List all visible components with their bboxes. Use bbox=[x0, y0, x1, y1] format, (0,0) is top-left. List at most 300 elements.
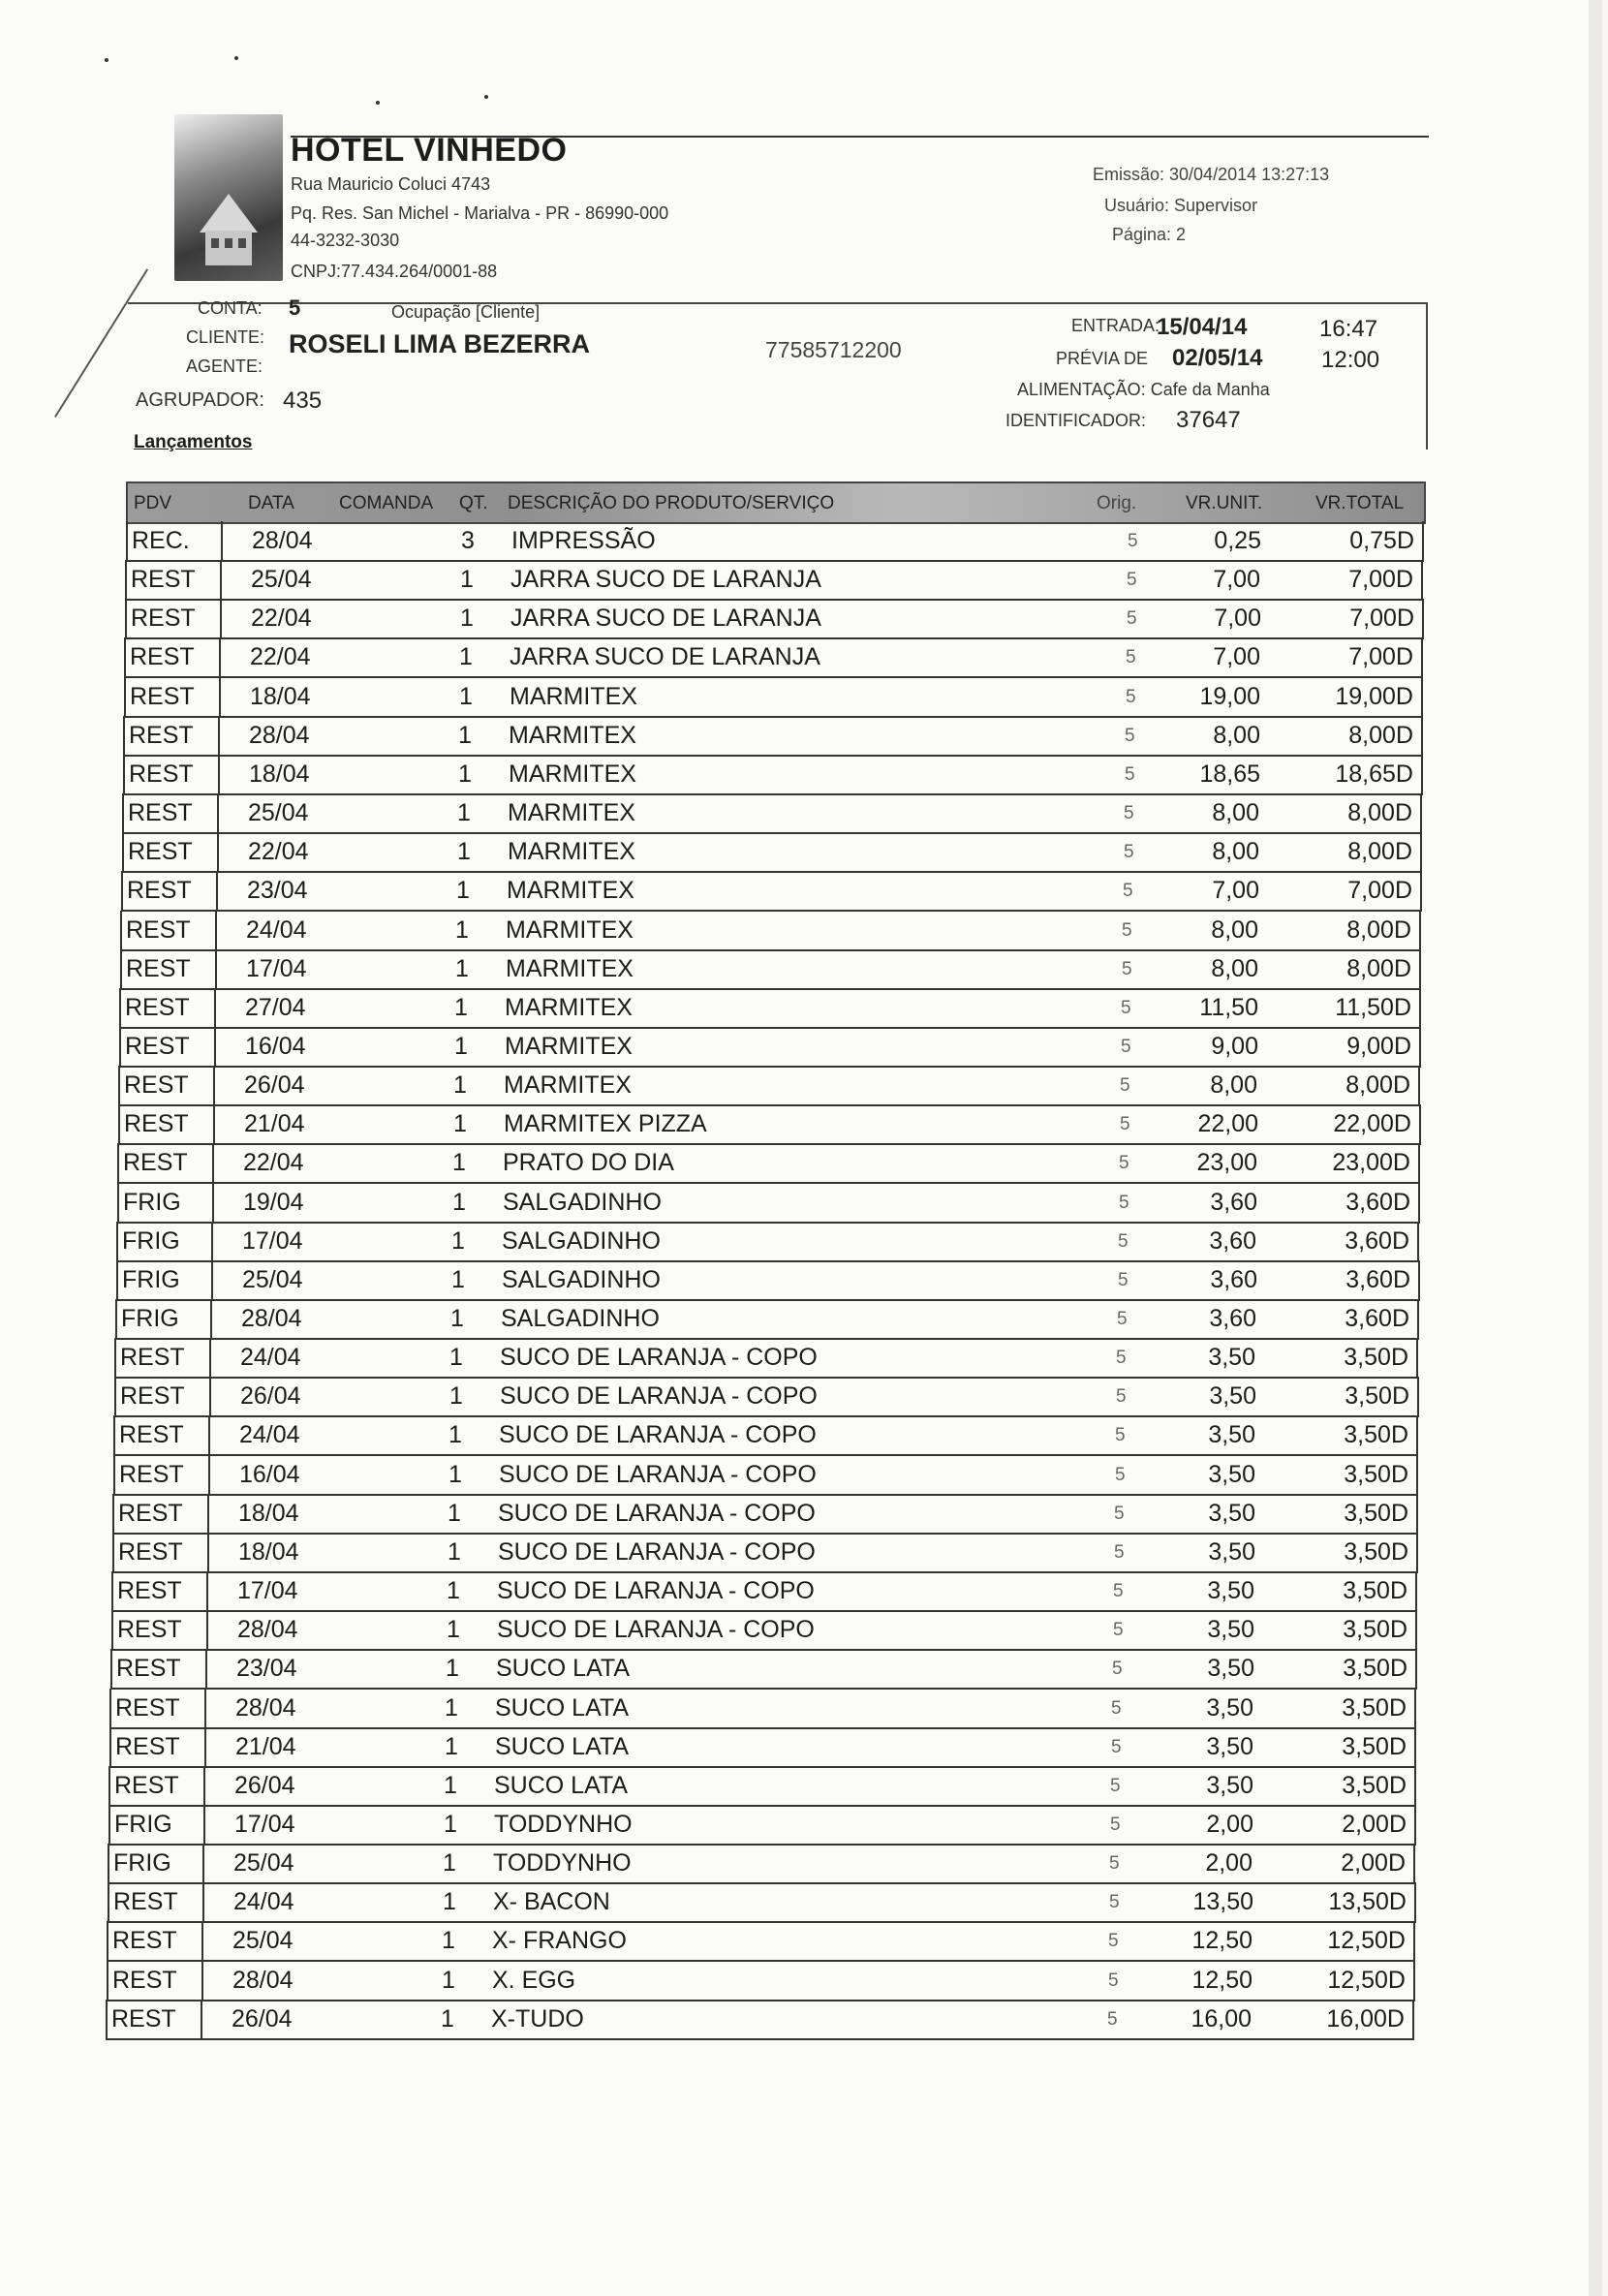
date-cell: 18/04 bbox=[249, 760, 310, 788]
date-cell: 17/04 bbox=[237, 1577, 298, 1604]
table-row bbox=[119, 1027, 1421, 1068]
row-right-border bbox=[1421, 560, 1423, 599]
row-right-border bbox=[1412, 2000, 1414, 2038]
table-row bbox=[125, 599, 1424, 639]
origin-cell: 5 bbox=[1114, 1542, 1125, 1563]
description-cell: MARMITEX PIZZA bbox=[504, 1110, 707, 1137]
pdv-cell: REST bbox=[128, 838, 193, 865]
table-row bbox=[119, 988, 1421, 1029]
unit-price-cell: 3,50 bbox=[1206, 1694, 1253, 1722]
date-cell: 23/04 bbox=[247, 877, 308, 904]
table-row bbox=[124, 637, 1423, 678]
address-line-1: Rua Mauricio Coluci 4743 bbox=[291, 174, 491, 194]
col-header-vr-total: VR.TOTAL bbox=[1315, 493, 1405, 513]
unit-price-cell: 3,50 bbox=[1208, 1421, 1255, 1448]
date-cell: 24/04 bbox=[246, 916, 307, 944]
origin-cell: 5 bbox=[1122, 920, 1132, 941]
description-cell: SUCO DE LARANJA - COPO bbox=[497, 1577, 815, 1604]
quantity-cell: 1 bbox=[460, 605, 474, 632]
entrada-label: ENTRADA: bbox=[1071, 316, 1160, 335]
pdv-cell: REST bbox=[125, 1033, 190, 1060]
pdv-cell: REST bbox=[114, 1772, 179, 1799]
origin-cell: 5 bbox=[1110, 1776, 1121, 1796]
pdv-cell: REST bbox=[115, 1733, 180, 1760]
total-price-cell: 22,00D bbox=[1333, 1110, 1411, 1137]
entrada-time: 16:47 bbox=[1319, 316, 1378, 342]
total-price-cell: 23,00D bbox=[1332, 1149, 1410, 1176]
origin-cell: 5 bbox=[1124, 842, 1134, 862]
description-cell: SUCO DE LARANJA - COPO bbox=[497, 1616, 815, 1643]
col-header-qt: QT. bbox=[459, 493, 488, 513]
quantity-cell: 1 bbox=[444, 1772, 457, 1799]
date-cell: 23/04 bbox=[236, 1655, 297, 1682]
pdv-cell: REST bbox=[130, 643, 195, 670]
date-cell: 17/04 bbox=[246, 955, 307, 982]
client-document-number: 77585712200 bbox=[765, 337, 902, 362]
description-cell: MARMITEX bbox=[505, 1033, 633, 1060]
unit-price-cell: 22,00 bbox=[1197, 1110, 1258, 1137]
date-cell: 24/04 bbox=[240, 1344, 301, 1371]
total-price-cell: 16,00D bbox=[1326, 2005, 1405, 2032]
unit-price-cell: 8,00 bbox=[1212, 799, 1259, 826]
pdv-cell: REC. bbox=[132, 527, 190, 554]
unit-price-cell: 3,50 bbox=[1207, 1577, 1254, 1604]
hotel-logo-image bbox=[174, 114, 283, 281]
unit-price-cell: 3,50 bbox=[1206, 1733, 1253, 1760]
description-cell: SALGADINHO bbox=[501, 1305, 660, 1332]
description-cell: MARMITEX bbox=[510, 683, 637, 710]
description-cell: SUCO LATA bbox=[496, 1655, 630, 1682]
row-right-border bbox=[1419, 1027, 1421, 1066]
date-cell: 18/04 bbox=[250, 683, 311, 710]
scan-speck bbox=[234, 56, 238, 60]
description-cell: SUCO DE LARANJA - COPO bbox=[498, 1500, 816, 1527]
lancamentos-heading: Lançamentos bbox=[134, 432, 253, 452]
row-right-border bbox=[1419, 949, 1421, 988]
total-price-cell: 7,00D bbox=[1349, 605, 1414, 632]
description-cell: SUCO LATA bbox=[495, 1733, 629, 1760]
scan-speck bbox=[484, 95, 488, 99]
total-price-cell: 7,00D bbox=[1347, 877, 1412, 904]
table-row bbox=[120, 949, 1421, 990]
row-right-border bbox=[1419, 1104, 1421, 1143]
total-price-cell: 9,00D bbox=[1346, 1033, 1411, 1060]
unit-price-cell: 3,50 bbox=[1207, 1616, 1254, 1643]
row-right-border bbox=[1414, 1689, 1416, 1727]
quantity-cell: 1 bbox=[458, 760, 472, 788]
pdv-cell: FRIG bbox=[123, 1189, 181, 1216]
quantity-cell: 1 bbox=[453, 1110, 467, 1137]
unit-price-cell: 7,00 bbox=[1213, 643, 1260, 670]
pdv-cell: REST bbox=[129, 760, 194, 788]
quantity-cell: 1 bbox=[455, 955, 469, 982]
pdv-cell: REST bbox=[130, 683, 195, 710]
origin-cell: 5 bbox=[1116, 1348, 1127, 1368]
date-cell: 28/04 bbox=[241, 1305, 302, 1332]
pdv-cell: REST bbox=[118, 1500, 183, 1527]
row-right-border bbox=[1422, 521, 1424, 560]
origin-cell: 5 bbox=[1108, 1970, 1119, 1991]
quantity-cell: 3 bbox=[461, 527, 475, 554]
unit-price-cell: 12,50 bbox=[1191, 1927, 1252, 1954]
total-price-cell: 19,00D bbox=[1335, 683, 1413, 710]
row-right-border bbox=[1418, 1143, 1420, 1182]
row-right-border bbox=[1421, 677, 1423, 716]
table-row bbox=[122, 793, 1422, 834]
origin-cell: 5 bbox=[1115, 1465, 1126, 1485]
unit-price-cell: 13,50 bbox=[1192, 1888, 1253, 1915]
origin-cell: 5 bbox=[1107, 2009, 1118, 2030]
unit-price-cell: 16,00 bbox=[1191, 2005, 1252, 2032]
total-price-cell: 3,60D bbox=[1345, 1189, 1410, 1216]
origin-cell: 5 bbox=[1126, 687, 1136, 707]
agrupador-label: AGRUPADOR: bbox=[136, 389, 264, 411]
date-cell: 27/04 bbox=[245, 994, 306, 1021]
total-price-cell: 3,60D bbox=[1345, 1227, 1409, 1255]
description-cell: MARMITEX bbox=[507, 877, 634, 904]
total-price-cell: 2,00D bbox=[1342, 1811, 1407, 1838]
table-row bbox=[109, 1689, 1416, 1729]
description-cell: SUCO LATA bbox=[494, 1772, 628, 1799]
table-row bbox=[110, 1649, 1417, 1690]
row-right-border bbox=[1413, 1844, 1415, 1882]
date-cell: 28/04 bbox=[235, 1694, 296, 1722]
quantity-cell: 1 bbox=[451, 1266, 465, 1293]
origin-cell: 5 bbox=[1121, 998, 1131, 1018]
date-cell: 28/04 bbox=[232, 1967, 294, 1994]
pdv-cell: FRIG bbox=[121, 1305, 179, 1332]
date-cell: 26/04 bbox=[234, 1772, 295, 1799]
pdv-cell: REST bbox=[129, 722, 194, 749]
table-row bbox=[114, 1377, 1419, 1417]
date-cell: 24/04 bbox=[233, 1888, 294, 1915]
row-right-border bbox=[1421, 716, 1423, 755]
date-cell: 22/04 bbox=[248, 838, 309, 865]
description-cell: SUCO DE LARANJA - COPO bbox=[500, 1344, 818, 1371]
ocupacao-label: Ocupação [Cliente] bbox=[391, 302, 541, 322]
previa-label: PRÉVIA DE bbox=[1056, 349, 1149, 368]
total-price-cell: 8,00D bbox=[1346, 916, 1411, 944]
row-right-border bbox=[1420, 793, 1422, 832]
previa-date: 02/05/14 bbox=[1172, 345, 1263, 371]
origin-cell: 5 bbox=[1117, 1309, 1128, 1329]
date-cell: 25/04 bbox=[251, 566, 312, 593]
quantity-cell: 1 bbox=[457, 838, 471, 865]
table-row bbox=[107, 1921, 1415, 1962]
hotel-name: HOTEL VINHEDO bbox=[291, 132, 568, 169]
pdv-cell: REST bbox=[124, 1071, 189, 1099]
origin-cell: 5 bbox=[1115, 1425, 1126, 1445]
cliente-label: CLIENTE: bbox=[186, 327, 265, 347]
table-header bbox=[126, 481, 1426, 524]
pdv-cell: REST bbox=[128, 799, 193, 826]
date-cell: 25/04 bbox=[233, 1849, 294, 1877]
quantity-cell: 1 bbox=[454, 994, 468, 1021]
description-cell: JARRA SUCO DE LARANJA bbox=[510, 605, 821, 632]
row-right-border bbox=[1416, 1494, 1418, 1533]
row-right-border bbox=[1416, 1338, 1418, 1377]
alimentacao: ALIMENTAÇÃO: Cafe da Manha bbox=[1017, 380, 1270, 399]
row-right-border bbox=[1420, 832, 1422, 871]
description-cell: TODDYNHO bbox=[494, 1811, 633, 1838]
unit-price-cell: 3,60 bbox=[1209, 1227, 1256, 1255]
origin-cell: 5 bbox=[1126, 647, 1136, 667]
total-price-cell: 3,50D bbox=[1343, 1616, 1407, 1643]
date-cell: 25/04 bbox=[242, 1266, 303, 1293]
pdv-cell: REST bbox=[118, 1538, 183, 1566]
date-cell: 28/04 bbox=[252, 527, 313, 554]
unit-price-cell: 23,00 bbox=[1196, 1149, 1257, 1176]
phone-number: 44-3232-3030 bbox=[291, 231, 400, 250]
pdv-cell: REST bbox=[125, 994, 190, 1021]
unit-price-cell: 12,50 bbox=[1191, 1967, 1252, 1994]
date-cell: 26/04 bbox=[232, 2005, 293, 2032]
origin-cell: 5 bbox=[1122, 959, 1132, 979]
quantity-cell: 1 bbox=[456, 877, 470, 904]
row-right-border bbox=[1422, 599, 1424, 637]
description-cell: TODDYNHO bbox=[493, 1849, 632, 1877]
table-row bbox=[113, 1455, 1418, 1496]
unit-price-cell: 3,50 bbox=[1208, 1500, 1255, 1527]
description-cell: SUCO DE LARANJA - COPO bbox=[499, 1461, 817, 1488]
user-label: Usuário: Supervisor bbox=[1104, 196, 1258, 215]
col-header-vr-unit: VR.UNIT. bbox=[1186, 493, 1263, 513]
cnpj: CNPJ:77.434.264/0001-88 bbox=[291, 262, 498, 281]
unit-price-cell: 3,50 bbox=[1206, 1772, 1253, 1799]
scan-speck bbox=[376, 101, 380, 105]
total-price-cell: 3,50D bbox=[1344, 1461, 1408, 1488]
quantity-cell: 1 bbox=[459, 683, 473, 710]
row-right-border bbox=[1415, 1649, 1417, 1688]
origin-cell: 5 bbox=[1121, 1037, 1131, 1057]
total-price-cell: 8,00D bbox=[1347, 799, 1412, 826]
quantity-cell: 1 bbox=[454, 1033, 468, 1060]
description-cell: JARRA SUCO DE LARANJA bbox=[510, 643, 820, 670]
quantity-cell: 1 bbox=[450, 1305, 464, 1332]
conta-label: CONTA: bbox=[198, 298, 263, 318]
quantity-cell: 1 bbox=[441, 2005, 454, 2032]
description-cell: SALGADINHO bbox=[503, 1189, 662, 1216]
table-row bbox=[111, 1571, 1417, 1612]
date-cell: 18/04 bbox=[238, 1538, 299, 1566]
table-row bbox=[116, 1260, 1420, 1301]
total-price-cell: 3,50D bbox=[1342, 1772, 1407, 1799]
row-right-border bbox=[1420, 871, 1422, 910]
total-price-cell: 18,65D bbox=[1335, 760, 1413, 788]
pdv-cell: REST bbox=[112, 1967, 177, 1994]
row-right-border bbox=[1417, 1377, 1419, 1415]
origin-cell: 5 bbox=[1109, 1853, 1120, 1874]
origin-cell: 5 bbox=[1124, 803, 1134, 823]
table-row bbox=[109, 1727, 1416, 1768]
table-row bbox=[107, 1961, 1415, 2001]
description-cell: SALGADINHO bbox=[502, 1266, 661, 1293]
row-right-border bbox=[1419, 911, 1421, 949]
origin-cell: 5 bbox=[1113, 1620, 1124, 1640]
quantity-cell: 1 bbox=[455, 916, 469, 944]
row-right-border bbox=[1413, 1921, 1415, 1960]
description-cell: X- BACON bbox=[493, 1888, 610, 1915]
table-row bbox=[111, 1610, 1417, 1651]
pdv-cell: REST bbox=[120, 1382, 185, 1410]
row-right-border bbox=[1419, 988, 1421, 1027]
description-cell: SUCO DE LARANJA - COPO bbox=[499, 1421, 817, 1448]
row-right-border bbox=[1417, 1299, 1419, 1338]
pdv-cell: REST bbox=[113, 1888, 178, 1915]
total-price-cell: 8,00D bbox=[1348, 722, 1413, 749]
emission-datetime: Emissão: 30/04/2014 13:27:13 bbox=[1093, 165, 1330, 184]
row-right-border bbox=[1415, 1610, 1417, 1649]
total-price-cell: 3,60D bbox=[1345, 1266, 1410, 1293]
row-right-border bbox=[1418, 1066, 1420, 1104]
unit-price-cell: 8,00 bbox=[1211, 916, 1258, 944]
quantity-cell: 1 bbox=[448, 1421, 462, 1448]
unit-price-cell: 19,00 bbox=[1199, 683, 1260, 710]
quantity-cell: 1 bbox=[448, 1500, 461, 1527]
unit-price-cell: 8,00 bbox=[1210, 1071, 1257, 1099]
quantity-cell: 1 bbox=[457, 799, 471, 826]
origin-cell: 5 bbox=[1112, 1659, 1123, 1679]
date-cell: 21/04 bbox=[235, 1733, 296, 1760]
table-row bbox=[108, 1882, 1416, 1923]
row-right-border bbox=[1417, 1222, 1419, 1260]
pdv-cell: REST bbox=[126, 955, 191, 982]
total-price-cell: 3,50D bbox=[1344, 1538, 1408, 1566]
date-cell: 22/04 bbox=[251, 605, 312, 632]
table-row bbox=[120, 911, 1421, 951]
pdv-cell: REST bbox=[120, 1344, 185, 1371]
unit-price-cell: 8,00 bbox=[1213, 722, 1260, 749]
table-row bbox=[108, 1805, 1416, 1846]
col-header-pdv: PDV bbox=[134, 493, 172, 513]
table-row bbox=[118, 1104, 1421, 1145]
origin-cell: 5 bbox=[1119, 1153, 1129, 1173]
unit-price-cell: 8,00 bbox=[1211, 955, 1258, 982]
date-cell: 17/04 bbox=[234, 1811, 295, 1838]
table-row bbox=[123, 716, 1423, 757]
table-row bbox=[112, 1494, 1418, 1535]
date-cell: 22/04 bbox=[243, 1149, 304, 1176]
table-row bbox=[117, 1183, 1420, 1224]
quantity-cell: 1 bbox=[442, 1967, 455, 1994]
quantity-cell: 1 bbox=[448, 1461, 462, 1488]
table-row bbox=[126, 521, 1424, 562]
description-cell: MARMITEX bbox=[508, 799, 635, 826]
table-row bbox=[108, 1844, 1415, 1884]
quantity-cell: 1 bbox=[459, 643, 473, 670]
cliente-name: ROSELI LIMA BEZERRA bbox=[289, 329, 591, 358]
pdv-cell: REST bbox=[112, 1927, 177, 1954]
unit-price-cell: 2,00 bbox=[1206, 1811, 1253, 1838]
date-cell: 16/04 bbox=[245, 1033, 306, 1060]
origin-cell: 5 bbox=[1108, 1931, 1119, 1951]
total-price-cell: 13,50D bbox=[1328, 1888, 1407, 1915]
table-row bbox=[117, 1143, 1420, 1184]
row-right-border bbox=[1415, 1571, 1417, 1610]
date-cell: 24/04 bbox=[239, 1421, 300, 1448]
description-cell: JARRA SUCO DE LARANJA bbox=[510, 566, 821, 593]
unit-price-cell: 3,60 bbox=[1210, 1266, 1257, 1293]
total-price-cell: 0,75D bbox=[1349, 527, 1414, 554]
total-price-cell: 3,60D bbox=[1345, 1305, 1409, 1332]
origin-cell: 5 bbox=[1111, 1698, 1122, 1719]
date-cell: 16/04 bbox=[239, 1461, 300, 1488]
unit-price-cell: 3,50 bbox=[1208, 1461, 1255, 1488]
description-cell: SALGADINHO bbox=[502, 1227, 661, 1255]
table-row bbox=[116, 1222, 1419, 1262]
description-cell: X-TUDO bbox=[491, 2005, 584, 2032]
total-price-cell: 3,50D bbox=[1343, 1655, 1407, 1682]
origin-cell: 5 bbox=[1116, 1386, 1127, 1407]
pdv-cell: FRIG bbox=[113, 1849, 171, 1877]
quantity-cell: 1 bbox=[452, 1189, 466, 1216]
pdv-cell: REST bbox=[131, 566, 196, 593]
origin-cell: 5 bbox=[1110, 1815, 1121, 1835]
total-price-cell: 3,50D bbox=[1344, 1344, 1408, 1371]
total-price-cell: 2,00D bbox=[1341, 1849, 1406, 1877]
origin-cell: 5 bbox=[1109, 1892, 1120, 1912]
identificador-value: 37647 bbox=[1176, 407, 1241, 433]
origin-cell: 5 bbox=[1113, 1581, 1124, 1601]
unit-price-cell: 2,00 bbox=[1205, 1849, 1252, 1877]
quantity-cell: 1 bbox=[451, 1227, 465, 1255]
date-cell: 18/04 bbox=[238, 1500, 299, 1527]
unit-price-cell: 3,50 bbox=[1208, 1344, 1255, 1371]
entrada-date: 15/04/14 bbox=[1157, 314, 1248, 340]
date-cell: 28/04 bbox=[249, 722, 310, 749]
col-header-comanda: COMANDA bbox=[339, 493, 434, 513]
origin-cell: 5 bbox=[1125, 764, 1135, 785]
origin-cell: 5 bbox=[1128, 531, 1138, 551]
total-price-cell: 3,50D bbox=[1344, 1500, 1408, 1527]
pdv-cell: REST bbox=[116, 1655, 181, 1682]
description-cell: MARMITEX bbox=[505, 994, 633, 1021]
table-row bbox=[123, 755, 1423, 795]
date-cell: 22/04 bbox=[250, 643, 311, 670]
pdv-cell: REST bbox=[117, 1616, 182, 1643]
row-right-border bbox=[1413, 1961, 1415, 2000]
pdv-cell: REST bbox=[119, 1421, 184, 1448]
date-cell: 28/04 bbox=[237, 1616, 298, 1643]
row-right-border bbox=[1414, 1882, 1416, 1921]
unit-price-cell: 9,00 bbox=[1211, 1033, 1258, 1060]
row-right-border bbox=[1418, 1260, 1420, 1299]
pdv-cell: REST bbox=[131, 605, 196, 632]
date-cell: 17/04 bbox=[242, 1227, 303, 1255]
quantity-cell: 1 bbox=[443, 1849, 456, 1877]
col-header-descricao: DESCRIÇÃO DO PRODUTO/SERVIÇO bbox=[508, 493, 835, 513]
unit-price-cell: 3,60 bbox=[1209, 1305, 1256, 1332]
quantity-cell: 1 bbox=[442, 1927, 455, 1954]
description-cell: X- FRANGO bbox=[492, 1927, 627, 1954]
pdv-cell: FRIG bbox=[114, 1811, 172, 1838]
origin-cell: 5 bbox=[1125, 726, 1135, 746]
description-cell: PRATO DO DIA bbox=[503, 1149, 674, 1176]
table-row bbox=[115, 1299, 1419, 1340]
table-row bbox=[106, 2000, 1414, 2040]
description-cell: SUCO DE LARANJA - COPO bbox=[498, 1538, 816, 1566]
pdv-cell: REST bbox=[117, 1577, 182, 1604]
description-cell: MARMITEX bbox=[506, 916, 634, 944]
pdv-cell: REST bbox=[126, 916, 191, 944]
origin-cell: 5 bbox=[1119, 1193, 1129, 1213]
table-row bbox=[114, 1338, 1418, 1379]
quantity-cell: 1 bbox=[447, 1616, 460, 1643]
description-cell: MARMITEX bbox=[506, 955, 634, 982]
origin-cell: 5 bbox=[1127, 570, 1137, 590]
date-cell: 26/04 bbox=[240, 1382, 301, 1410]
address-line-2: Pq. Res. San Michel - Marialva - PR - 86990-000 bbox=[291, 203, 669, 223]
